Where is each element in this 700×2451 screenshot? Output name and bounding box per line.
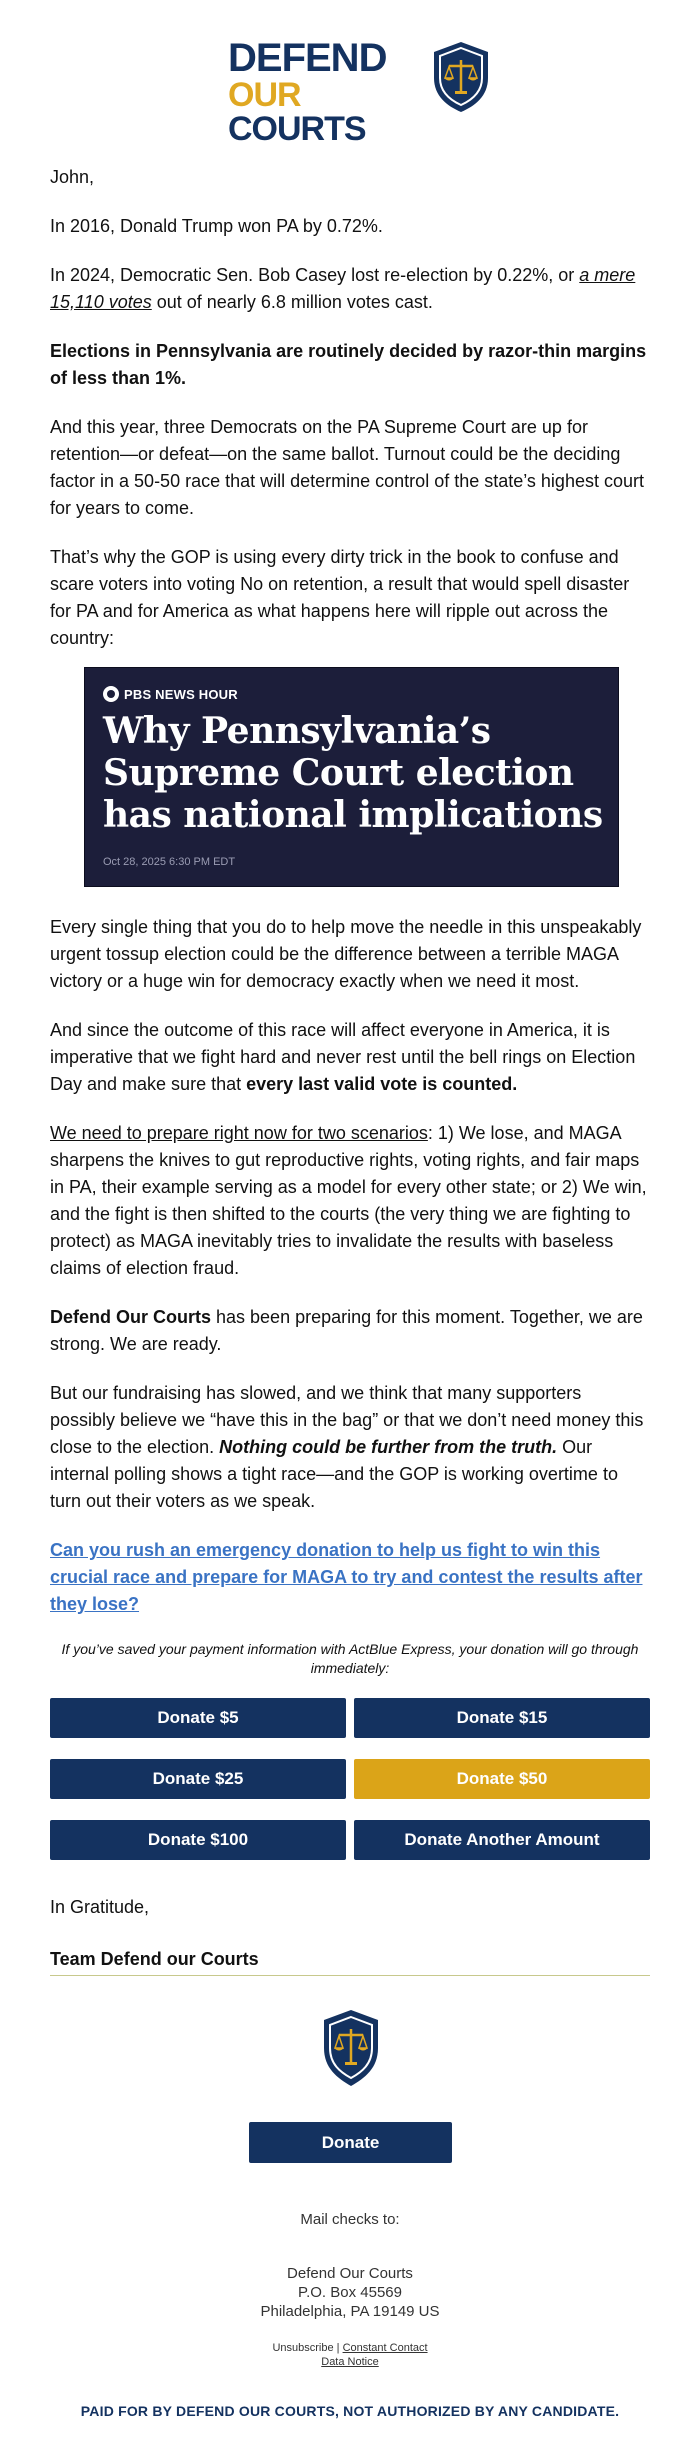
footer-links [0, 2341, 700, 2369]
paragraph-every-vote [50, 1017, 650, 1098]
logo-defend: DEFEND [228, 36, 387, 80]
footer-donate-button[interactable]: Donate [249, 2122, 452, 2163]
cta-donation-link[interactable]: Can you rush an emergency donation to help us fight to win this crucial race and prepare for MAGA to try and contest the results after they lose? [50, 1540, 643, 1614]
paragraph-2016: In 2016, Donald Trump won PA by 0.72%. [50, 216, 383, 236]
mailing-address [0, 2264, 700, 2321]
cta-paragraph [50, 1537, 650, 1618]
paragraph-preparing [50, 1304, 650, 1358]
mail-checks-label: Mail checks to: [300, 2211, 400, 2228]
address-line-2: P.O. Box 45569 [298, 2284, 402, 2301]
footer-divider [50, 1975, 650, 1976]
paragraph-2024 [50, 262, 650, 316]
logo-wordmark [228, 38, 428, 146]
paragraph-gop-tricks: That’s why the GOP is using every dirty trick in the book to confuse and scare voters into voting No on retention, a result that would spell disaster for PA and for America as what happens here will ripple out across the country: [50, 547, 630, 648]
paragraph-fundraising [50, 1380, 650, 1515]
logo-our: OUR [228, 76, 301, 114]
donate-100-button[interactable]: Donate $100 [50, 1820, 346, 1860]
donate-5-button[interactable]: Donate $5 [50, 1698, 346, 1738]
greeting: John, [50, 167, 95, 187]
header-logo[interactable] [0, 36, 700, 148]
donate-50-button[interactable]: Donate $50 [354, 1759, 650, 1799]
pbs-logo-icon [103, 686, 119, 702]
paragraph-scenarios-rest: : 1) We lose, and MAGA sharpens the knives to gut reproductive rights, voting rights, and fair maps in PA, their example serving as a model for every other state; or 2) We win, and the fight is then shifted to the courts (the very thing we are fighting to protect) as MAGA inevitably tries to invalidate the results with baseless claims of election fraud. [50, 1123, 647, 1278]
donate-other-amount-button[interactable]: Donate Another Amount [354, 1820, 650, 1860]
logo-courts: COURTS [228, 110, 366, 148]
paragraph-retention: And this year, three Democrats on the PA Supreme Court are up for retention—or defeat—on the same ballot. Turnout could be the deciding factor in a 50-50 race that will determine control of the state’s highest court for years to come. [50, 417, 644, 518]
signoff: In Gratitude, [50, 1897, 150, 1917]
paragraph-fundraising-before: But our fundraising has slowed, and we think that many supporters possibly believe we “have this in the bag” or that we don’t need money this close to the election. [50, 1383, 644, 1457]
paragraph-fundraising-after: Our internal polling shows a tight race—and the GOP is working overtime to turn out their voters as we speak. [50, 1437, 618, 1511]
footer-scales-shield-icon [320, 2008, 382, 2088]
actblue-note: If you’ve saved your payment information with ActBlue Express, your donation will go through immediately: [61, 1641, 639, 1676]
paragraph-preparing-rest: has been preparing for this moment. Together, we are strong. We are ready. [50, 1307, 643, 1354]
scales-shield-icon [430, 40, 492, 114]
paragraph-scenarios-underlined: We need to prepare right now for two scenarios [50, 1123, 428, 1143]
paragraph-scenarios [50, 1120, 650, 1282]
paid-for-disclaimer: PAID FOR BY DEFEND OUR COURTS, NOT AUTHORIZED BY ANY CANDIDATE. [80, 2403, 620, 2419]
mere-votes-link[interactable]: a mere 15,110 votes [50, 265, 636, 312]
signoff-block [50, 1894, 650, 1973]
address-line-3: Philadelphia, PA 19149 US [260, 2303, 440, 2320]
news-headline: Why Pennsylvania’s Supreme Court election has national implications [103, 710, 603, 836]
paragraph-every-vote-before: And since the outcome of this race will affect everyone in America, it is imperative that we fight hard and never rest until the bell rings on Election Day and make sure that [50, 1020, 636, 1094]
paragraph-2024-before: In 2024, Democratic Sen. Bob Casey lost re-election by 0.22%, or [50, 265, 580, 285]
address-line-1: Defend Our Courts [287, 2265, 413, 2282]
news-source [103, 686, 238, 702]
paragraph-margins: Elections in Pennsylvania are routinely decided by razor-thin margins of less than 1%. [50, 341, 647, 388]
paragraph-preparing-bold: Defend Our Courts [50, 1307, 212, 1327]
data-notice-link[interactable]: Data Notice [321, 2356, 379, 2368]
paragraph-needle: Every single thing that you do to help move the needle in this unspeakably urgent tossup election could be the difference between a terrible MAGA victory or a huge win for democracy exactly when we need it most. [50, 917, 642, 991]
paragraph-fundraising-emph: Nothing could be further from the truth. [219, 1437, 558, 1457]
donate-25-button[interactable]: Donate $25 [50, 1759, 346, 1799]
signature: Team Defend our Courts [50, 1949, 259, 1969]
email-body-top [50, 164, 650, 674]
donate-15-button[interactable]: Donate $15 [354, 1698, 650, 1738]
news-date: Oct 28, 2025 6:30 PM EDT [103, 856, 236, 868]
email-body-middle [50, 914, 650, 1678]
donate-button-grid [50, 1698, 650, 1860]
constant-contact-link[interactable]: Constant Contact [342, 2342, 428, 2354]
pbs-news-image[interactable] [84, 667, 619, 887]
logo-our-courts [228, 78, 428, 146]
news-source-label: PBS NEWS HOUR [124, 686, 238, 702]
unsubscribe-link[interactable]: Unsubscribe [272, 2342, 334, 2354]
paragraph-every-vote-bold: every last valid vote is counted. [246, 1074, 518, 1094]
footer-link-separator: | [336, 2342, 340, 2354]
paragraph-2024-after: out of nearly 6.8 million votes cast. [151, 292, 433, 312]
